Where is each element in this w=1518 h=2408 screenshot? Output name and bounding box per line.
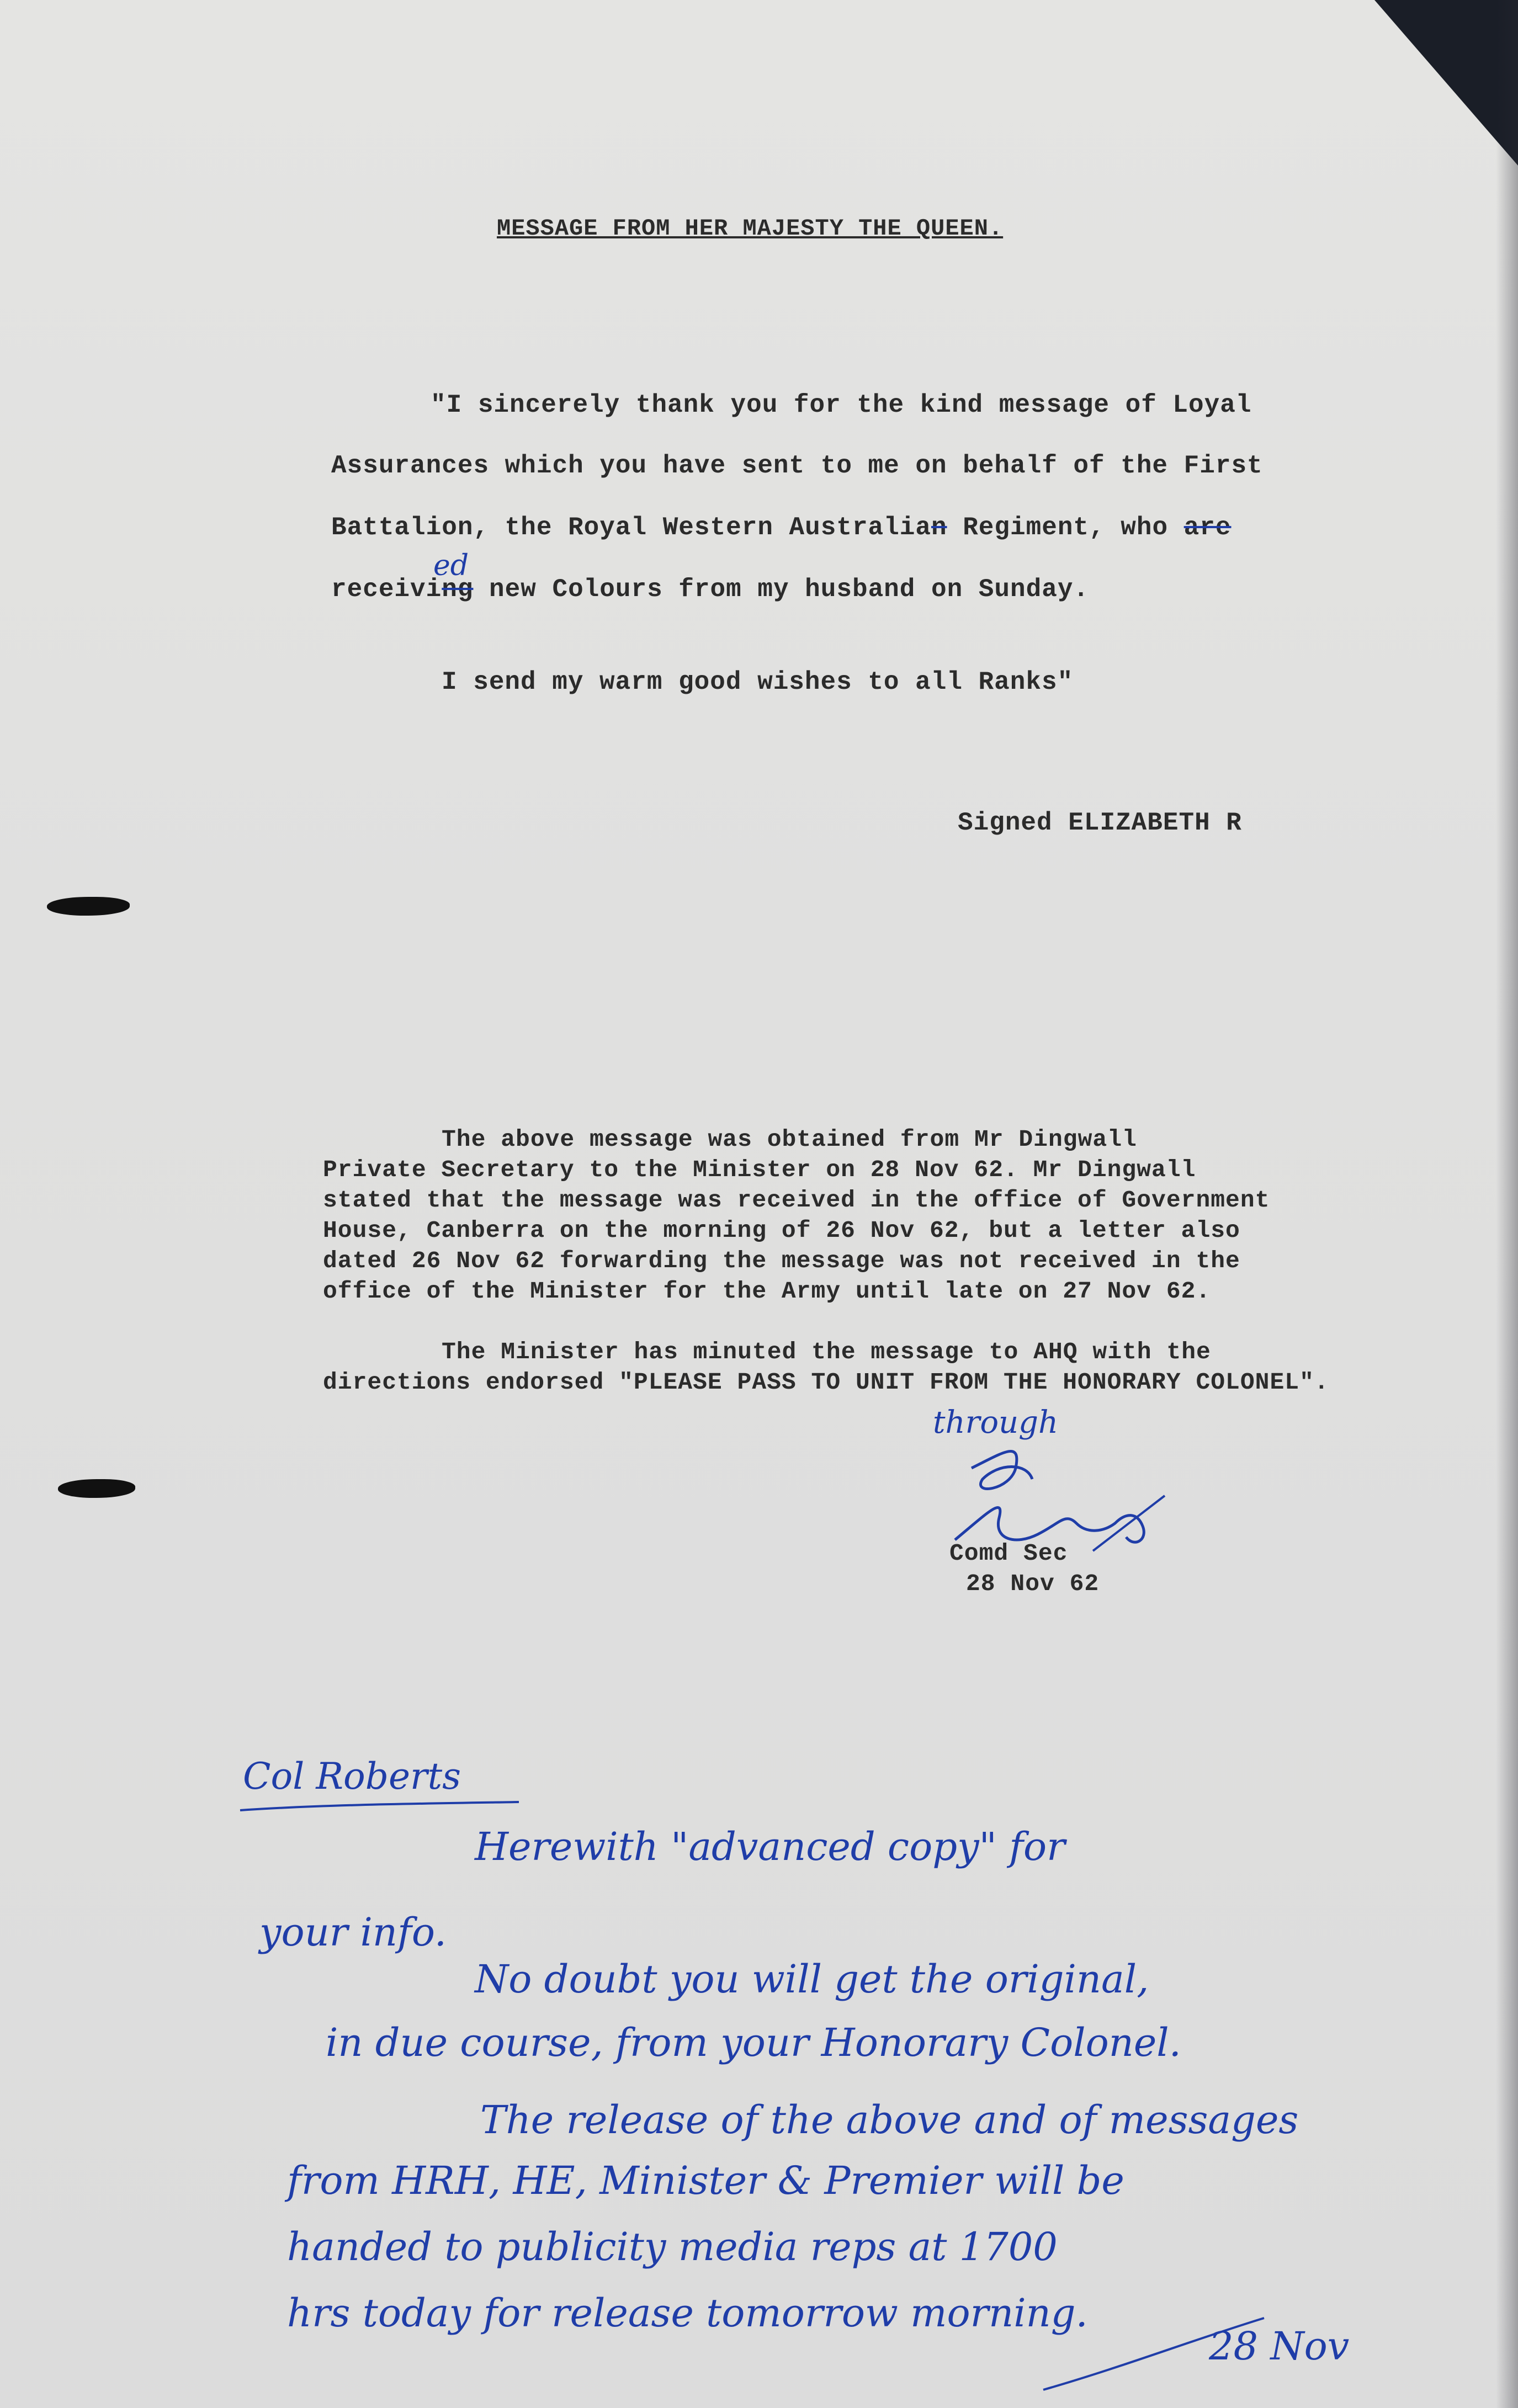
handwritten-line-8: hrs today for release tomorrow morning. (287, 2290, 1088, 2336)
signed-line: Signed ELIZABETH R (958, 809, 1242, 837)
message-line-1: "I sincerely thank you for the kind message of Loyal (431, 391, 1252, 419)
sign-block-date: 28 Nov 62 (966, 1570, 1100, 1597)
minute-line-1: The Minister has minuted the message to AHQ with the (442, 1338, 1211, 1365)
handwritten-line-7: handed to publicity media reps at 1700 (287, 2224, 1058, 2269)
note-line-3: stated that the message was received in the office of Government (323, 1187, 1270, 1214)
handwritten-line-4: in due course, from your Honorary Colonel. (326, 2020, 1181, 2065)
page-shadow-edge (1496, 0, 1518, 2408)
message-line-3 (331, 513, 1232, 542)
note-line-6: office of the Minister for the Army until late on 27 Nov 62. (323, 1278, 1211, 1305)
handwritten-date: 28 Nov (1209, 2324, 1350, 2369)
sign-block-role: Comd Sec (949, 1540, 1068, 1567)
handwritten-insert-through: through (933, 1405, 1059, 1440)
handwritten-line-2: your info. (259, 1910, 447, 1955)
minute-line-2: directions endorsed "PLEASE PASS TO UNIT FROM THE HONORARY COLONEL". (323, 1369, 1329, 1396)
struck-letter-n: n (931, 513, 947, 542)
message-line-4-end: new Colours from my husband on Sunday. (473, 575, 1090, 604)
message-line-5: I send my warm good wishes to all Ranks" (442, 668, 1074, 697)
note-line-5: dated 26 Nov 62 forwarding the message was not received in the (323, 1247, 1240, 1274)
handwritten-line-1: Herewith "advanced copy" for (475, 1824, 1065, 1869)
document-title: MESSAGE FROM HER MAJESTY THE QUEEN. (497, 215, 1004, 242)
signature-scribble (938, 1429, 1170, 1556)
punch-hole-bottom (58, 1479, 135, 1498)
addressee-underline (237, 1799, 524, 1816)
handwritten-insert-ed: ed (433, 549, 469, 582)
message-line-2: Assurances which you have sent to me on behalf of the First (331, 451, 1263, 480)
struck-letters-ng: ng (442, 575, 474, 604)
message-line-4-start: receivi (331, 575, 442, 604)
note-line-2: Private Secretary to the Minister on 28 Nov 62. Mr Dingwall (323, 1156, 1196, 1183)
handwritten-line-5: The release of the above and of messages (480, 2097, 1299, 2143)
handwritten-line-6: from HRH, HE, Minister & Premier will be (287, 2158, 1124, 2203)
punch-hole-top (47, 897, 130, 916)
handwritten-addressee: Col Roberts (243, 1755, 461, 1798)
message-line-3-start: Battalion, the Royal Western Australia (331, 513, 931, 542)
note-line-4: House, Canberra on the morning of 26 Nov 62, but a letter also (323, 1217, 1240, 1244)
message-line-3-middle: Regiment, who (947, 513, 1184, 542)
handwritten-line-3: No doubt you will get the original, (475, 1957, 1149, 2002)
note-line-1: The above message was obtained from Mr Dingwall (442, 1126, 1137, 1153)
struck-word-are: are (1183, 513, 1232, 542)
